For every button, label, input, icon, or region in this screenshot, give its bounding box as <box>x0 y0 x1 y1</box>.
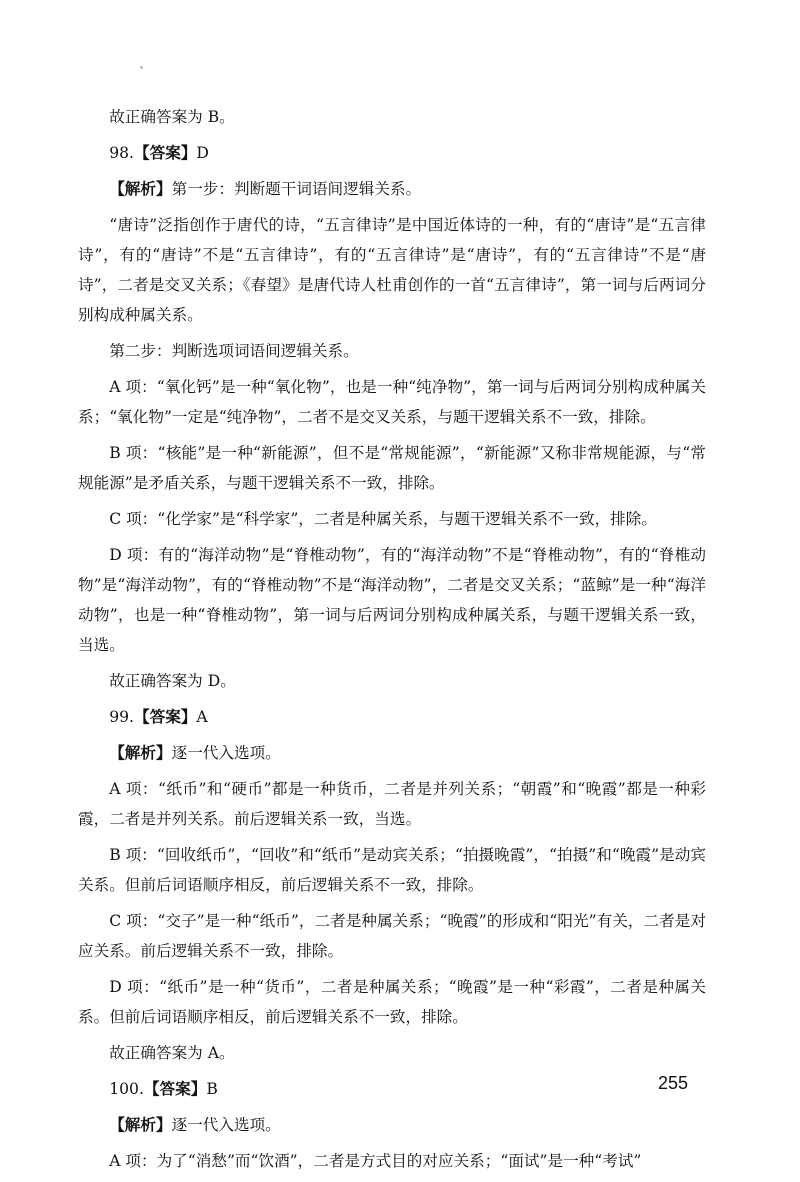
body-paragraph: A 项：“纸币”和“硬币”都是一种货币，二者是并列关系；“朝霞”和“晚霞”都是一种彩霞，二者是并列关系。前后逻辑关系一致，当选。 <box>78 780 706 828</box>
bracket-close: 】 <box>156 180 172 198</box>
answer-label: 答案 <box>149 144 181 162</box>
analysis-text: 第一步：判断题干词语间逻辑关系。 <box>171 180 422 198</box>
body-paragraph: 故正确答案为 A。 <box>109 1044 235 1062</box>
bracket-open: 【 <box>143 1080 160 1098</box>
bracket-close: 】 <box>190 1080 207 1098</box>
body-paragraph: 故正确答案为 B。 <box>109 108 235 126</box>
answer-line <box>78 1074 706 1104</box>
body-paragraph: C 项：“交子”是一种“纸币”，二者是种属关系；“晚霞”的形成和“阳光”有关，二者是对应关系。前后逻辑关系不一致，排除。 <box>78 912 706 960</box>
analysis-label: 解析 <box>124 1116 156 1134</box>
bracket-open: 【 <box>134 144 150 162</box>
bracket-open: 【 <box>134 708 150 726</box>
analysis-label: 解析 <box>124 180 156 198</box>
bracket-close: 】 <box>156 1116 172 1134</box>
answer-label: 答案 <box>149 708 181 726</box>
bracket-open: 【 <box>109 1116 125 1134</box>
analysis-line <box>78 174 706 204</box>
question-number: 98. <box>109 144 134 162</box>
body-paragraph: A 项：为了“消愁”而“饮酒”，二者是方式目的对应关系；“面试”是一种“考试” <box>109 1152 642 1170</box>
answer-value: A <box>196 708 208 726</box>
answer-line <box>78 702 706 732</box>
analysis-text: 逐一代入选项。 <box>171 744 281 762</box>
body-paragraph: D 项：“纸币”是一种“货币”，二者是种属关系；“晚霞”是一种“彩霞”，二者是种属关系。但前后词语顺序相反，前后逻辑关系不一致，排除。 <box>78 978 706 1026</box>
analysis-line <box>78 1110 706 1140</box>
bracket-close: 】 <box>180 708 197 726</box>
body-paragraph: 故正确答案为 D。 <box>109 672 236 690</box>
analysis-label: 解析 <box>124 744 156 762</box>
bracket-close: 】 <box>156 744 172 762</box>
analysis-line <box>78 738 706 768</box>
bracket-open: 【 <box>109 744 125 762</box>
answer-value: B <box>206 1080 218 1098</box>
page-content <box>78 102 706 1182</box>
question-number: 100. <box>109 1080 144 1098</box>
answer-value: D <box>196 144 209 162</box>
page-number: 255 <box>658 1073 689 1093</box>
body-paragraph: B 项：“回收纸币”，“回收”和“纸币”是动宾关系；“拍摄晚霞”，“拍摄”和“晚霞”是动宾关系。但前后词语顺序相反，前后逻辑关系不一致，排除。 <box>78 846 706 894</box>
body-paragraph: C 项：“化学家”是“科学家”，二者是种属关系，与题干逻辑关系不一致，排除。 <box>109 510 657 528</box>
body-paragraph: 第二步：判断选项词语间逻辑关系。 <box>109 342 359 360</box>
body-paragraph: A 项：“氧化钙”是一种“氧化物”，也是一种“纯净物”，第一词与后两词分别构成种属关系；“氧化物”一定是“纯净物”，二者不是交叉关系，与题干逻辑关系不一致，排除。 <box>78 378 706 426</box>
body-paragraph: “唐诗”泛指创作于唐代的诗，“五言律诗”是中国近体诗的一种，有的“唐诗”是“五言律诗”，有的“唐诗”不是“五言律诗”，有的“五言律诗”是“唐诗”，有的“五言律诗”不是“唐诗”，二者是交叉关系；《春望》是唐代诗人杜甫创作的一首“五言律诗”，第一词与后两词分别构成种属关系。 <box>78 216 706 324</box>
body-paragraph: D 项：有的“海洋动物”是“脊椎动物”，有的“海洋动物”不是“脊椎动物”，有的“脊椎动物”是“海洋动物”，有的“脊椎动物”不是“海洋动物”，二者是交叉关系；“蓝鲸”是一种“海洋动物”，也是一种“脊椎动物”，第一词与后两词分别构成种属关系，与题干逻辑关系一致，当选。 <box>78 546 706 654</box>
answer-label: 答案 <box>159 1080 191 1098</box>
analysis-text: 逐一代入选项。 <box>171 1116 281 1134</box>
bracket-open: 【 <box>109 180 125 198</box>
answer-line <box>78 138 706 168</box>
body-paragraph: B 项：“核能”是一种“新能源”，但不是“常规能源”，“新能源”又称非常规能源，与“常规能源”是矛盾关系，与题干逻辑关系不一致，排除。 <box>78 444 706 492</box>
scan-speck <box>140 66 143 69</box>
bracket-close: 】 <box>180 144 197 162</box>
question-number: 99. <box>109 708 134 726</box>
